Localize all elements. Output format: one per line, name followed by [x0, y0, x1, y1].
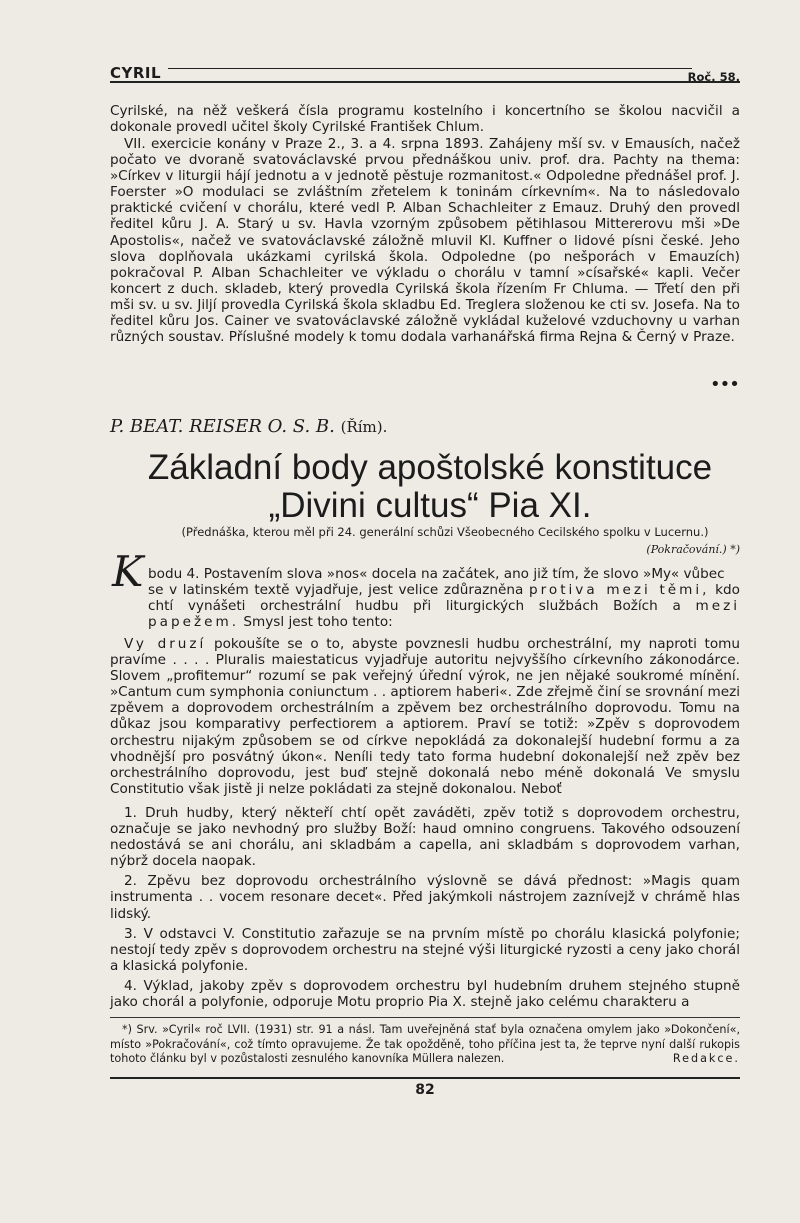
para2-body [110, 636, 740, 797]
footnote-rule [110, 1017, 740, 1018]
footnote-signature: Redakce. [672, 1052, 740, 1065]
point-1: 1. Druh hudby, který někteří chtí opět zaváděti, zpěv totiž s doprovodem orchestru, označuje se jako nevhodný pro služby Boží: haud omnino congruens. Takového odsouzení nedostává se ani chorálu, ani skladbám a capella, ani skladbám s doprovodem varhan, nýbrž docela naopak. [110, 805, 740, 870]
continuation-note: (Pokračování.) *) [646, 543, 740, 556]
article-paragraph-1 [110, 566, 740, 630]
drop-cap: K [112, 547, 144, 596]
header-underline [110, 81, 740, 83]
bottom-rule [110, 1077, 740, 1079]
article-subtitle: (Přednáška, kterou měl při 24. generální schůzi Všeobecného Cecilského spolku v Lucernu.) [181, 525, 709, 539]
footnote-text: *) Srv. »Cyril« roč LVII. (1931) str. 91 a násl. Tam uveřejněná stať byla označena omylem jako »Dokončení«, místo »Pokračování«, což tímto opravujeme. Že tak opožděně, toho příčina jest ta, že teprve nyní další rukopis tohoto článku byl v pozůstalosti zesnulého kanovníka Müllera nalezen. [110, 1023, 740, 1065]
intro-text-1: Cyrilské, na něž veškerá čísla programu kostelního i koncertního se školou nacvičil a dokonale provedl učitel školy Cyrilské František Chlum. [110, 103, 740, 136]
point-4: 4. Výklad, jakoby zpěv s doprovodem orchestru byl hudebním druhem stejného stupně jako chorál a polyfonie, odporuje Motu proprio Pia X. stejně jako celému charakteru a [110, 977, 740, 1011]
issue-number: Roč. 58. [687, 70, 740, 84]
intro-paragraph-1 [110, 103, 740, 135]
para1-emphasis-2: mezi papežem. [148, 598, 740, 631]
para1-emphasis-1: protiva mezi těmi, [528, 582, 710, 599]
author-name: P. BEAT. REISER O. S. B. [110, 416, 335, 437]
article-paragraph-2 [110, 636, 740, 797]
article-points [110, 805, 740, 1010]
page-number: 82 [415, 1082, 435, 1098]
para1-lead: bodu 4. Postavením slova »nos« docela na začátek, ano již tím, že slovo »My« vůbec [148, 566, 725, 582]
para1-body [110, 582, 740, 630]
section-separator: ••• [710, 374, 739, 395]
intro-text-2: VII. exercicie konány v Praze 2., 3. a 4. srpna 1893. Zahájeny mší sv. v Emausích, načež počato ve dvoraně svatováclavské prvou přednáškou univ. prof. dra. Pachty na thema: »Církev v liturgii hájí jednotu a v jednotě pěstuje rozmanitost.« Odpoledne přednášel prof. J. Foerster »O modulaci se zvláštním zřetelem k toninám církevním«. Na to následovalo praktické cvičení v chorálu, které vedl P. Alban Schachleiter z Emauz. Druhý den provedl ředitel kůru J. A. Starý u sv. Havla vzorným způsobem pětihlasou Mittererovu mši »De Apostolis«, načež ve svatováclavské záložně mluvil Kl. Kuffner o lidové písni české. Jeho slova doplňovala ukázkami cyrilská škola. Odpoledne (po nešporách v Emauzích) pokračoval P. Alban Schachleiter ve výkladu o chorálu v tamní »císařské« kapli. Večer koncert z duch. skladeb, který provedla Cyrilská škola řízením Fr Chluma. — Třetí den při mši sv. u sv. Jiljí provedla Cyrilská škola skladbu Ed. Treglera složenou ke cti sv. Josefa. Na to ředitel kůru Jos. Cainer ve svatováclavské záložně vykládal kuželové vzduchovny u varhan různých soustav. Příslušné modely k tomu dodala varhanářská firma Rejna & Černý v Praze. [110, 136, 740, 346]
point-2: 2. Zpěvu bez doprovodu orchestrálního výslovně se dává přednost: »Magis quam instrumenta . . vocem resonare decet«. Před jakýmkoli nástrojem zaznívejž v chrámě hlas lidský. [110, 873, 740, 922]
article-author [110, 416, 387, 437]
footnote [110, 1023, 740, 1067]
para2-text: pokoušíte se o to, abyste povznesli hudbu orchestrální, my naproti tomu pravíme . . . . Pluralis maiestaticus vyjadřuje autoritu nejvyššího církevního zákonodárce. Slovem „profitemur“ rozumí se pak veřejný úřední výrok, ne jen nějaké soukromé mínění. »Cantum cum symphonia coniunctum . . aptiorem haberi«. Zde zřejmě činí se srovnání mezi zpěvem a doprovodem orchestrálním a zpěvem bez orchestrálního doprovodu. Tomu na důkaz jsou komparativy perfectiorem a aptiorem. Praví se totiž: »Zpěv s doprovodem orchestru nijakým způsobem se od církve nepokládá za dokonalejší hudební formu a za vhodnější pro posvátný úkon«. Neníli tedy tato forma hudební dokonalejší než zpěv bez orchestrálního doprovodu, jest buď stejně dokonalá nebo méně dokonalá Ve smyslu Constitutio však jistě ji nelze pokládati za stejně dokonalou. Neboť [110, 636, 741, 797]
para1-text-b: kdo chtí vynášeti orchestrální hudbu při liturgických službách Božích a [148, 582, 740, 615]
journal-name: CYRIL [110, 64, 162, 82]
running-header [110, 62, 740, 86]
para1-text-c: Smysl jest toho tento: [243, 614, 393, 631]
header-rule [168, 68, 692, 69]
author-place: (Řím). [340, 418, 388, 436]
point-3: 3. V odstavci V. Constitutio zařazuje se na prvním místě po chorálu klasická polyfonie; nestojí tedy zpěv s doprovodem orchestru na stejné výši liturgické ryzosti a ceny jako chorál a klasická polyfonie. [110, 925, 740, 974]
article-title-line-1: Základní body apoštolské konstituce [147, 448, 713, 487]
para1-text-a: se v latinském textě vyjadřuje, jest velice zdůrazněna [148, 582, 524, 599]
para2-emphasis: Vy druzí [124, 636, 207, 652]
article-title-line-2: „Divini cultus“ Pia XI. [268, 486, 592, 525]
intro-paragraph-2 [110, 136, 740, 345]
